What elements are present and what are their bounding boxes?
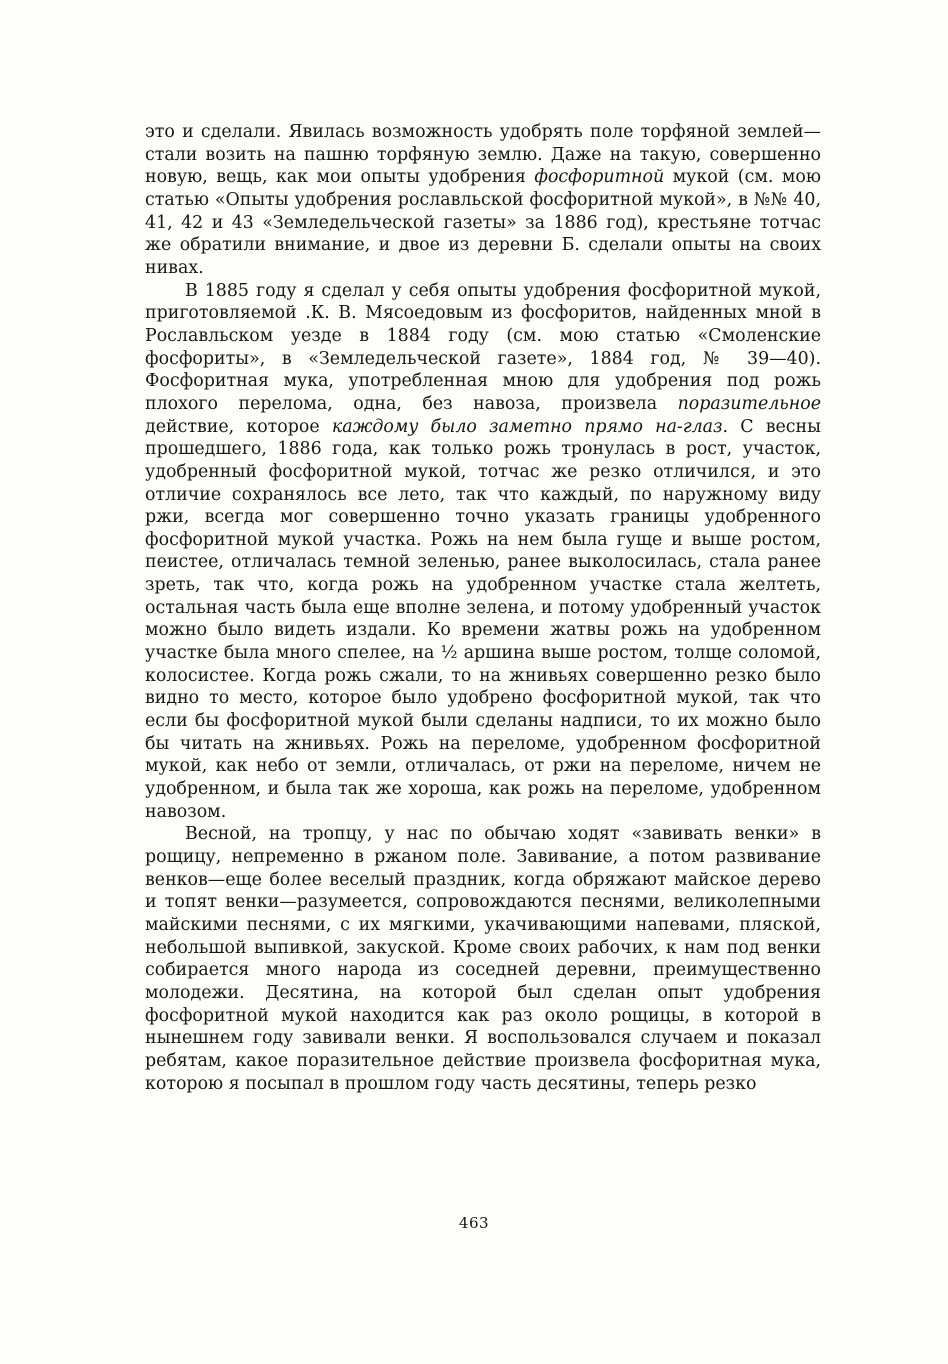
page-number: 463 — [458, 1214, 490, 1232]
paragraph — [145, 121, 821, 280]
text-run: мукой (см. мою статью «Опыты удобрения рославльской фосфоритной мукой», в №№ 40, 41, 42 и 43 «Земледельческой газеты» за 1886 год), крестьяне тотчас же обратили внимание, и двое из деревни Б. сделали опыты на своих нивах. — [145, 167, 821, 278]
text-run: В 1885 году я сделал у себя опыты удобрения фосфоритной мукой, приготовляемой .К. В. Мясоедовым из фосфоритов, найденных мной в Рославльском уезде в 1884 году (см. мою статью «Смоленские фосфориты», в «Земледельческой газете», 1884 год, № 39—40). Фосфоритная мука, употребленная мною для удобрения под рожь плохого перелома, одна, без навоза, произвела — [145, 280, 821, 414]
text-run: Весной, на тропцу, у нас по обычаю ходят «завивать венки» в рощицу, непременно в ржаном поле. Завивание, а потом развивание венков—еще более веселый праздник, когда обряжают майское дерево и топят венки—разумеется, сопровождаются песнями, великолепными майскими песнями, с их мягкими, укачивающими напевами, пляской, небольшой выпивкой, закуской. Кроме своих рабочих, к нам под венки собирается много народа из соседней деревни, преимущественно молодежи. Десятина, на которой был сделан опыт удобрения фосфоритной мукой находится как раз около рощицы, в которой в нынешнем году завивали венки. Я воспользовался случаем и показал ребятам, какое поразительное действие произвела фосфоритная мука, которою я посыпал в прошлом году часть десятины, теперь резко — [145, 824, 821, 1094]
text-run: действие, которое — [145, 416, 332, 437]
text-run: это и сделали. Явилась возможность удобрять поле торфяной землей—стали возить на пашню торфяную землю. Даже на такую, совершенно новую, вещь, как мои опыты удобрения — [145, 122, 821, 188]
paragraph — [145, 280, 821, 824]
paragraph — [145, 823, 821, 1095]
italic-text: поразительное — [677, 393, 821, 414]
text-run: С весны прошедшего, 1886 года, как только рожь тронулась в рост, участок, удобренный фосфоритной мукой, тотчас же резко отличился, и это отличие сохранялось все лето, так что каждый, по наружному виду ржи, всегда мог совершенно точно указать границы удобренного фосфоритной мукой участка. Рожь на нем была гуще и выше ростом, пеистее, отличалась темной зеленью, ранее выколосилась, стала ранее зреть, так что, когда рожь на удобренном участке стала желтеть, остальная часть была еще вполне зелена, и потому удобренный участок можно было видеть издали. Ко времени жатвы рожь на удобренном участке была много спелее, на ½ аршина выше ростом, толще соломой, колосистее. Когда рожь сжали, то на жнивьях совершенно резко было видно то место, которое было удобрено фосфоритной мукой, так что если бы фосфоритной мукой были сделаны надписи, то их можно было бы читать на жнивьях. Рожь на переломе, удобренном фосфоритной мукой, как небо от земли, отличалась, от ржи на переломе, ничем не удобренном, и была так же хороша, как рожь на переломе, удобренном навозом. — [145, 416, 821, 822]
body-text — [145, 121, 821, 1095]
italic-text: фосфоритной — [534, 167, 665, 188]
italic-text: каждому было заметно прямо на-глаз. — [331, 416, 729, 437]
